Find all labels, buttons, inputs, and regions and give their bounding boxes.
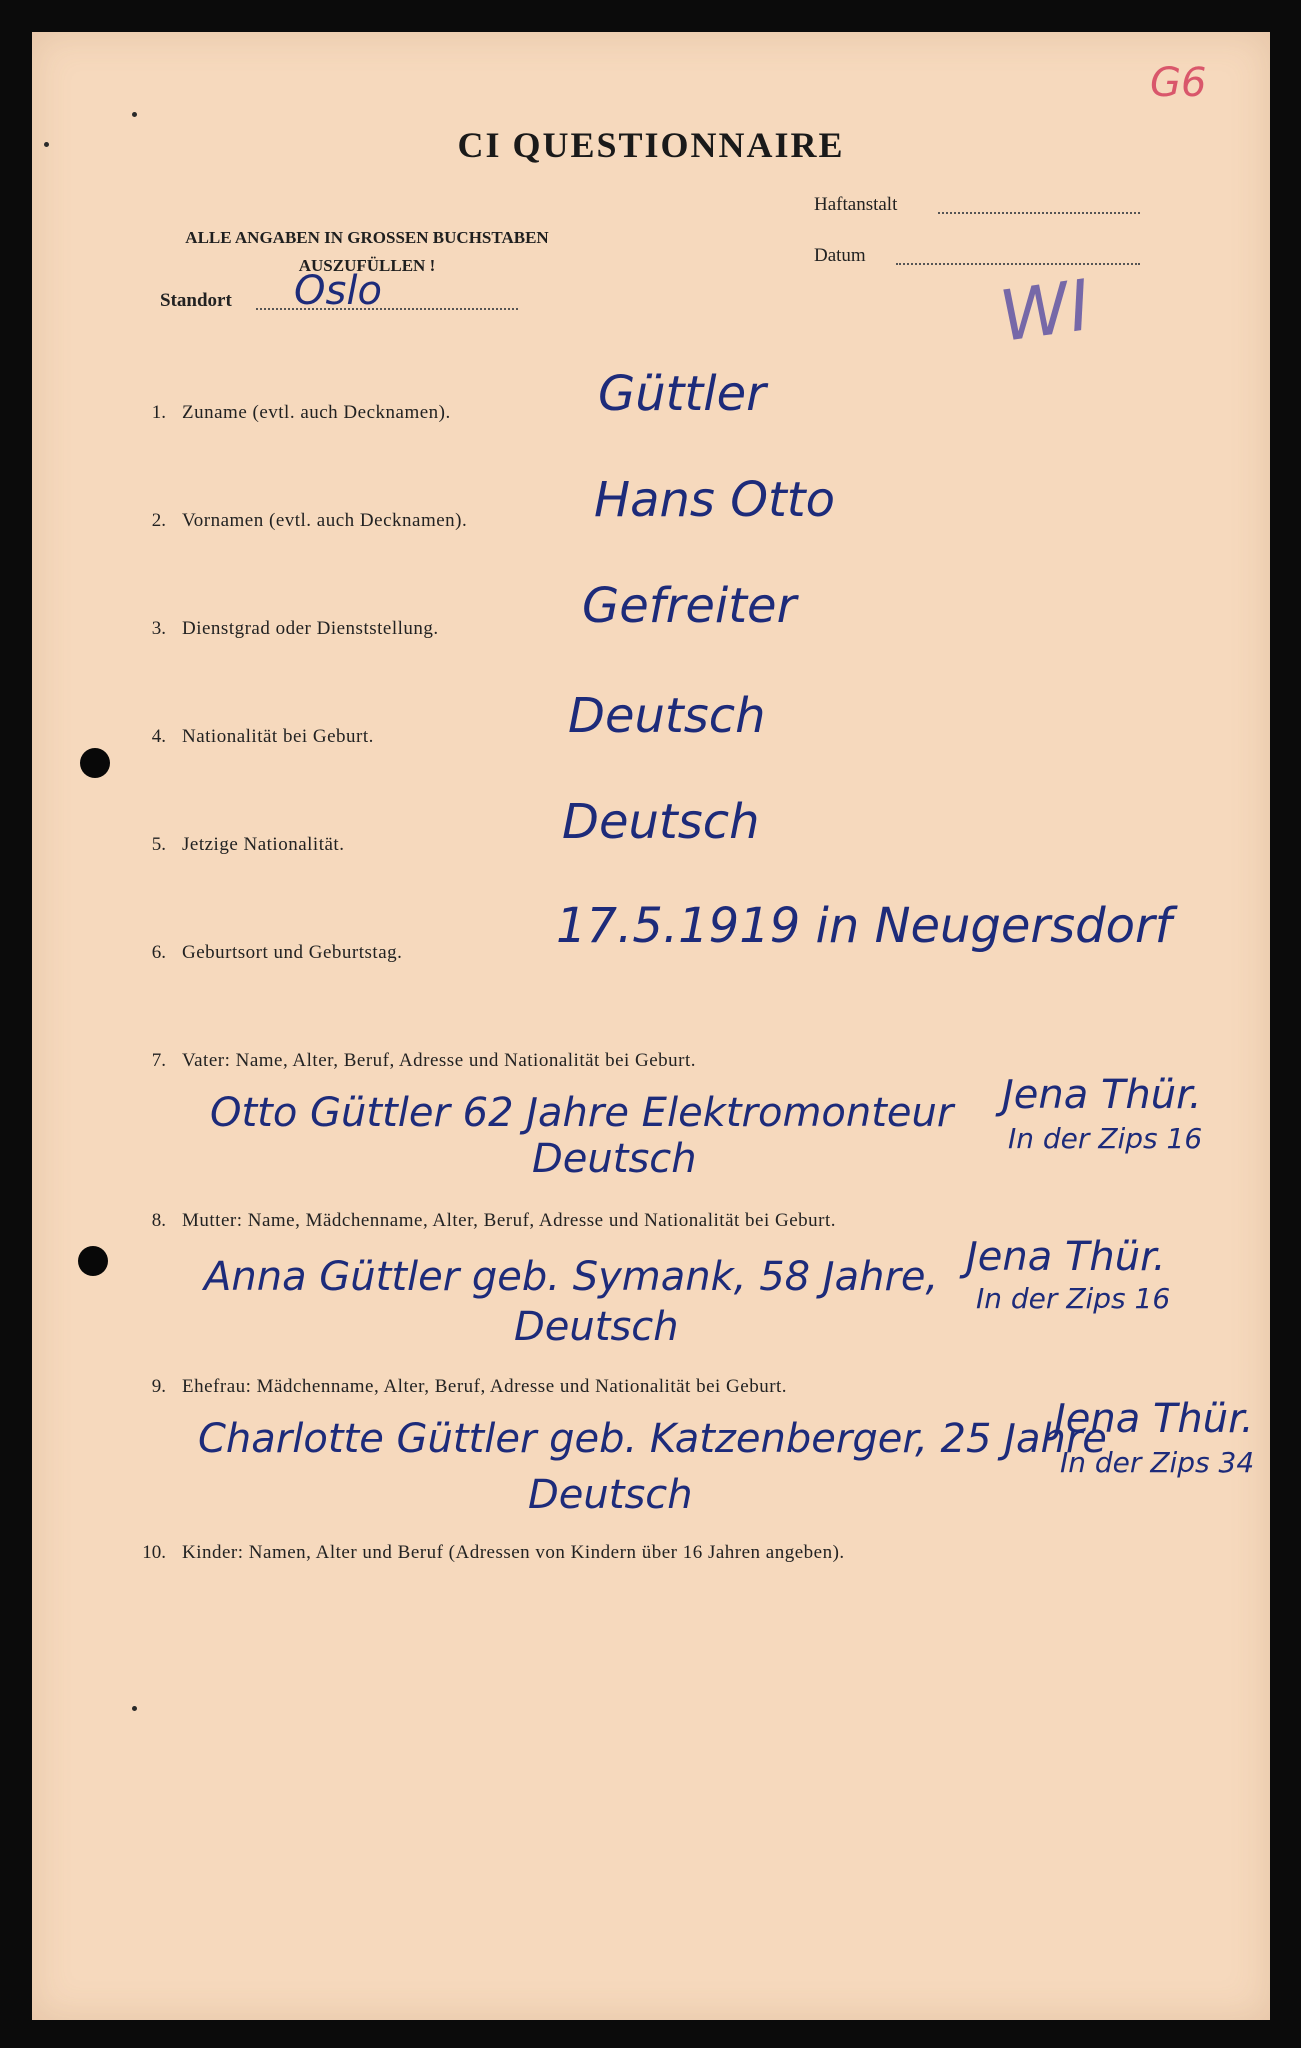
- answer-birth-date-place: 17.5.1919 in Neugersdorf: [556, 898, 1172, 954]
- answer-current-nationality: Deutsch: [562, 794, 760, 850]
- question-number: 10.: [142, 1542, 166, 1563]
- question-label: Vater: Name, Alter, Beruf, Adresse und Nationalität bei Geburt.: [182, 1050, 697, 1071]
- question-label: Zuname (evtl. auch Decknamen).: [182, 402, 451, 423]
- answer-mother-nationality: Deutsch: [514, 1304, 679, 1350]
- page-title: CI QUESTIONNAIRE: [457, 125, 845, 165]
- question-number: 2.: [151, 510, 166, 531]
- question-number: 6.: [151, 942, 166, 963]
- answer-mother-address: In der Zips 16: [976, 1282, 1171, 1315]
- instruction-line-1: ALLE ANGABEN IN GROSSEN BUCHSTABEN: [185, 228, 549, 247]
- question-label: Geburtsort und Geburtstag.: [182, 942, 403, 963]
- answer-father-nationality: Deutsch: [532, 1136, 697, 1182]
- answer-wife-place: Jena Thür.: [1054, 1396, 1254, 1442]
- answer-father-address: In der Zips 16: [1008, 1122, 1203, 1155]
- question-label: Dienstgrad oder Dienststellung.: [182, 618, 439, 639]
- standort-value: Oslo: [294, 268, 382, 314]
- question-number: 4.: [151, 726, 166, 747]
- instruction-line-2: AUSZUFÜLLEN !: [298, 256, 436, 275]
- answer-wife-nationality: Deutsch: [528, 1472, 693, 1518]
- haftanstalt-label: Haftanstalt: [814, 194, 898, 215]
- question-number: 7.: [151, 1050, 166, 1071]
- question-number: 5.: [151, 834, 166, 855]
- answer-birth-nationality: Deutsch: [568, 688, 766, 744]
- questionnaire-page: [32, 32, 1270, 2020]
- question-number: 8.: [151, 1210, 166, 1231]
- haftanstalt-line: [938, 212, 1140, 214]
- question-label: Mutter: Name, Mädchenname, Alter, Beruf, Adresse und Nationalität bei Geburt.: [182, 1210, 837, 1231]
- answer-mother-place: Jena Thür.: [966, 1234, 1166, 1280]
- standort-label: Standort: [160, 290, 232, 311]
- datum-label: Datum: [814, 245, 866, 266]
- question-label: Nationalität bei Geburt.: [182, 726, 374, 747]
- answer-father-place: Jena Thür.: [1002, 1072, 1202, 1118]
- question-label: Ehefrau: Mädchenname, Alter, Beruf, Adresse und Nationalität bei Geburt.: [182, 1376, 788, 1397]
- answer-mother: Anna Güttler geb. Symank, 58 Jahre,: [204, 1254, 939, 1300]
- question-label: Vornamen (evtl. auch Decknamen).: [182, 510, 468, 531]
- answer-rank: Gefreiter: [582, 578, 797, 634]
- answer-wife: Charlotte Güttler geb. Katzenberger, 25 Jahre: [198, 1416, 1107, 1462]
- datum-line: [896, 263, 1140, 265]
- stamp-mark: WI: [994, 264, 1096, 358]
- corner-mark: G6: [1150, 60, 1207, 106]
- question-number: 3.: [151, 618, 166, 639]
- question-number: 9.: [151, 1376, 166, 1397]
- speck: [132, 1706, 137, 1711]
- answer-surname: Güttler: [598, 366, 766, 422]
- punch-hole-bottom: [78, 1246, 108, 1276]
- answer-wife-address: In der Zips 34: [1060, 1446, 1255, 1479]
- question-label: Kinder: Namen, Alter und Beruf (Adressen von Kindern über 16 Jahren angeben).: [182, 1542, 845, 1563]
- question-label: Jetzige Nationalität.: [182, 834, 345, 855]
- answer-father: Otto Güttler 62 Jahre Elektromonteur: [210, 1090, 954, 1136]
- speck: [132, 112, 137, 117]
- answer-firstnames: Hans Otto: [594, 472, 835, 528]
- punch-hole-top: [80, 748, 110, 778]
- question-number: 1.: [151, 402, 166, 423]
